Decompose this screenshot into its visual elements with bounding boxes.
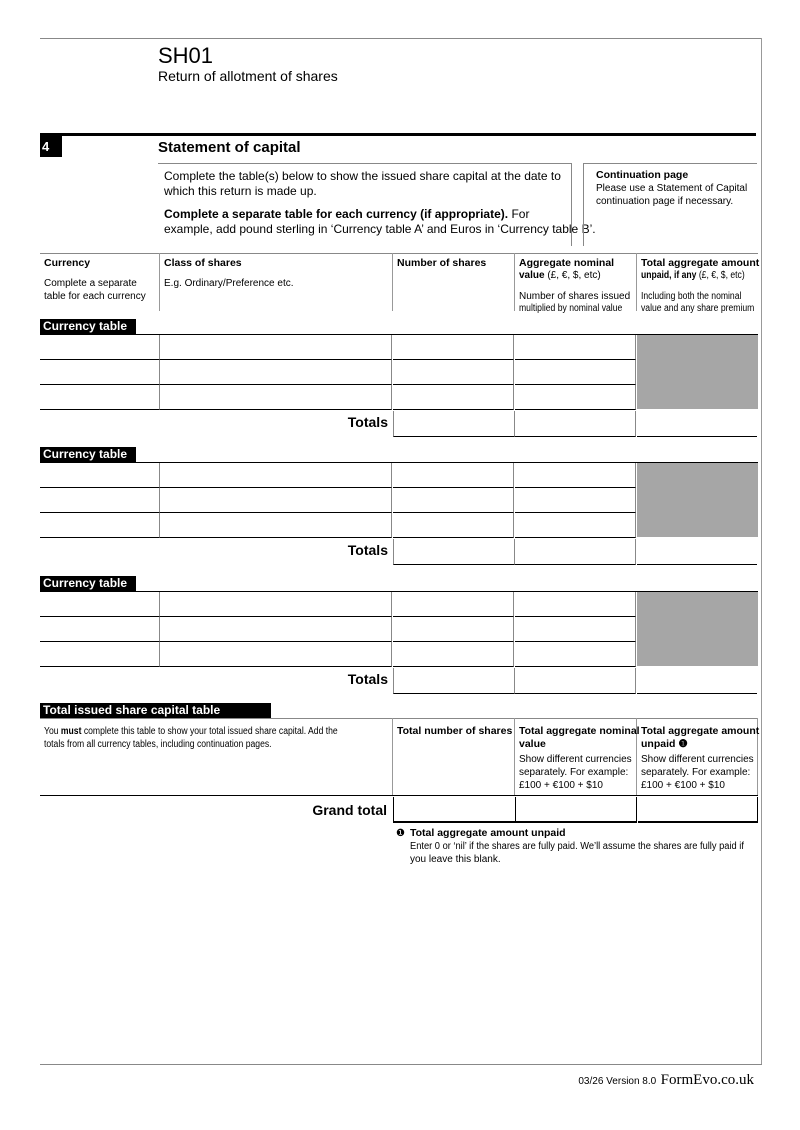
footnote-marker-icon: ❶ (678, 738, 688, 750)
header-div-4 (636, 253, 637, 311)
table-c-totals-unpaid[interactable] (637, 668, 757, 694)
section-rule (40, 133, 756, 136)
table-b-totals-number[interactable] (393, 539, 515, 565)
currency-table-b-label: Currency table (40, 447, 136, 462)
footer (578, 1071, 754, 1089)
table-a-totals-nominal[interactable] (515, 411, 636, 437)
col-nominal-title2-bold: value (519, 270, 545, 281)
table-b-row1-nominal[interactable] (515, 463, 636, 488)
table-a-row3-currency[interactable] (40, 385, 160, 410)
table-b-row1-class[interactable] (160, 463, 392, 488)
total-col-number: Total number of shares (397, 725, 513, 737)
table-b-row2-number[interactable] (393, 488, 514, 513)
table-a-row2-class[interactable] (160, 360, 392, 385)
instructions-line1: Complete the table(s) below to show the issued share capital at the date to (164, 169, 561, 183)
grand-total-label: Grand total (312, 802, 387, 818)
table-a-row1-class[interactable] (160, 335, 392, 360)
footnote-title: Total aggregate amount unpaid (410, 827, 566, 839)
col-class-note: E.g. Ordinary/Preference etc. (164, 278, 294, 289)
total-col-nominal1: Total aggregate nominal (519, 725, 640, 737)
instructions-bold: Complete a separate table for each currency (if appropriate). (164, 207, 509, 221)
total-col-unpaid1: Total aggregate amount (641, 725, 760, 737)
grand-total-nominal[interactable] (516, 797, 637, 823)
table-a-totals-number[interactable] (393, 411, 515, 437)
col-nominal-title2 (519, 269, 601, 282)
table-b-row3-class[interactable] (160, 513, 392, 538)
table-b-row1-number[interactable] (393, 463, 514, 488)
form-title: Return of allotment of shares (158, 68, 338, 84)
instructions-line3 (164, 207, 529, 222)
table-b-row2-currency[interactable] (40, 488, 160, 513)
table-c-row2-class[interactable] (160, 617, 392, 642)
total-table-desc-line1 (44, 725, 338, 738)
table-c-row2-currency[interactable] (40, 617, 160, 642)
total-col-nominal-note2: separately. For example: (519, 767, 629, 778)
table-a-totals-label: Totals (347, 414, 388, 430)
table-a-row1-nominal[interactable] (515, 335, 636, 360)
grand-total-unpaid[interactable] (638, 797, 758, 823)
table-c-row1-class[interactable] (160, 592, 392, 617)
continuation-title: Continuation page (596, 169, 689, 181)
table-a-unpaid-shaded (637, 335, 758, 409)
header-top-rule (40, 253, 758, 254)
col-unpaid-title2-bold: unpaid, if any (641, 270, 697, 281)
table-a-row1-number[interactable] (393, 335, 514, 360)
table-c-row1-nominal[interactable] (515, 592, 636, 617)
col-unpaid-title2-rest: (£, €, $, etc) (696, 270, 745, 281)
total-col-unpaid2-text: unpaid (641, 738, 676, 750)
col-unpaid-note2: value and any share premium (641, 303, 755, 314)
table-b-row3-number[interactable] (393, 513, 514, 538)
total-div-1 (392, 718, 393, 796)
table-b-row1-currency[interactable] (40, 463, 160, 488)
col-nominal-note1: Number of shares issued (519, 291, 631, 302)
top-border (40, 38, 762, 39)
col-unpaid-title1: Total aggregate amount (641, 257, 760, 269)
col-nominal-title2-rest: (£, €, $, etc) (544, 270, 601, 281)
table-c-row3-currency[interactable] (40, 642, 160, 667)
total-col-unpaid2 (641, 738, 688, 751)
total-div-2 (514, 718, 515, 796)
total-col-unpaid-note1: Show different currencies (641, 754, 754, 765)
col-nominal-title1: Aggregate nominal (519, 257, 615, 269)
total-col-nominal-note3: £100 + €100 + $10 (519, 780, 603, 791)
total-col-nominal2: value (519, 738, 546, 750)
table-a-row3-nominal[interactable] (515, 385, 636, 410)
table-c-totals-nominal[interactable] (515, 668, 636, 694)
table-c-row2-nominal[interactable] (515, 617, 636, 642)
col-unpaid-note1: Including both the nominal (641, 291, 742, 302)
table-b-row2-class[interactable] (160, 488, 392, 513)
total-desc-pre: You (44, 726, 61, 737)
table-a-row3-number[interactable] (393, 385, 514, 410)
form-code: SH01 (158, 43, 214, 68)
footnote-icon: ❶ (396, 828, 405, 839)
table-b-totals-nominal[interactable] (515, 539, 636, 565)
table-a-row2-currency[interactable] (40, 360, 160, 385)
col-number-title: Number of shares (397, 257, 487, 269)
table-a-totals-unpaid[interactable] (637, 411, 757, 437)
total-table-label: Total issued share capital table (40, 703, 271, 718)
section-title: Statement of capital (158, 139, 301, 156)
table-c-row1-currency[interactable] (40, 592, 160, 617)
col-class-title: Class of shares (164, 257, 242, 269)
table-c-row3-class[interactable] (160, 642, 392, 667)
table-a-row2-nominal[interactable] (515, 360, 636, 385)
table-c-totals-label: Totals (347, 671, 388, 687)
table-b-row3-currency[interactable] (40, 513, 160, 538)
currency-table-a-label: Currency table (40, 319, 136, 334)
total-table-header-bottom (40, 795, 758, 796)
table-c-totals-number[interactable] (393, 668, 515, 694)
header-div-2 (392, 253, 393, 311)
continuation-line1: Please use a Statement of Capital (596, 183, 748, 194)
col-nominal-note2: multiplied by nominal value (519, 303, 623, 314)
table-a-row1-currency[interactable] (40, 335, 160, 360)
total-table-desc-line2: totals from all currency tables, including continuation pages. (44, 739, 272, 750)
instructions-after-bold: For (508, 207, 530, 221)
table-b-row2-nominal[interactable] (515, 488, 636, 513)
table-c-row3-number[interactable] (393, 642, 514, 667)
col-unpaid-title2 (641, 269, 745, 282)
col-currency-note1: Complete a separate (44, 278, 137, 289)
instructions-line2: which this return is made up. (164, 184, 317, 198)
section-number: 4 (40, 136, 62, 157)
footnote-line2: you leave this blank. (410, 854, 501, 865)
col-currency-note2: table for each currency (44, 291, 146, 302)
header-div-3 (514, 253, 515, 311)
footer-brand: FormEvo.co.uk (660, 1072, 754, 1088)
grand-total-number[interactable] (393, 797, 516, 823)
table-c-row1-number[interactable] (393, 592, 514, 617)
table-a-row3-class[interactable] (160, 385, 392, 410)
right-border (761, 38, 762, 1064)
continuation-line2: continuation page if necessary. (596, 196, 734, 207)
instructions-line4: example, add pound sterling in ‘Currency table A’ and Euros in ‘Currency table B’. (164, 222, 596, 236)
total-col-unpaid-note2: separately. For example: (641, 767, 751, 778)
total-col-nominal-note1: Show different currencies (519, 754, 632, 765)
total-desc-post: complete this table to show your total issued share capital. Add the (81, 726, 338, 737)
table-a-row2-number[interactable] (393, 360, 514, 385)
footnote-line1: Enter 0 or ‘nil’ if the shares are fully paid. We’ll assume the shares are fully paid if (410, 841, 744, 852)
total-desc-bold: must (60, 726, 82, 737)
currency-table-c-label: Currency table (40, 576, 136, 591)
table-c-row3-nominal[interactable] (515, 642, 636, 667)
instructions-box (158, 163, 596, 246)
total-table-top-rule (40, 718, 758, 719)
table-c-unpaid-shaded (637, 592, 758, 666)
bottom-border (40, 1064, 762, 1065)
col-currency-title: Currency (44, 257, 91, 269)
footer-version: 03/26 Version 8.0 (578, 1076, 657, 1087)
table-b-totals-unpaid[interactable] (637, 539, 757, 565)
table-b-totals-label: Totals (347, 542, 388, 558)
total-col-unpaid-note3: £100 + €100 + $10 (641, 780, 725, 791)
table-c-row2-number[interactable] (393, 617, 514, 642)
header-div-1 (159, 253, 160, 311)
continuation-box (583, 163, 757, 246)
table-b-row3-nominal[interactable] (515, 513, 636, 538)
table-b-unpaid-shaded (637, 463, 758, 537)
